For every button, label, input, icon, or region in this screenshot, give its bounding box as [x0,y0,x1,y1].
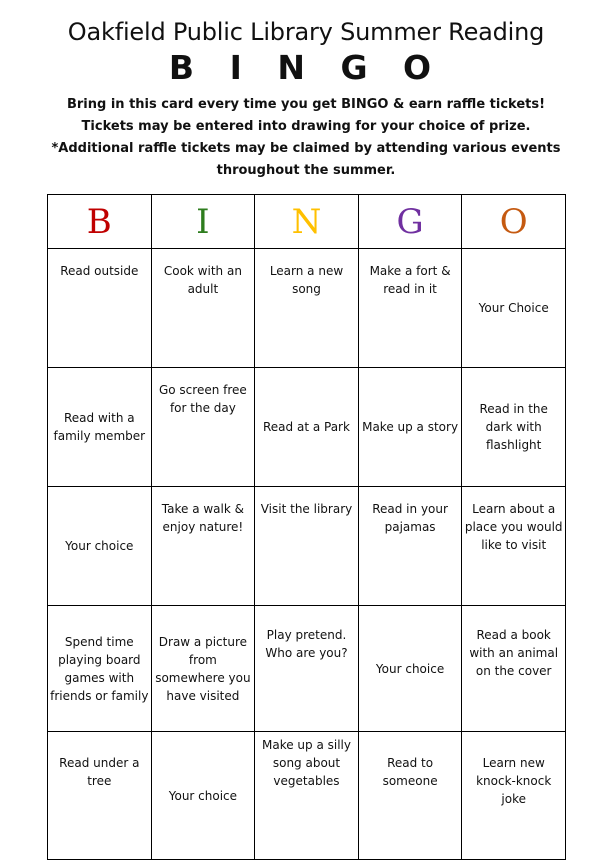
bingo-square: Play pretend. Who are you? [255,606,359,732]
bingo-square: Make up a story [358,368,462,487]
bingo-square: Read with a family member [48,368,152,487]
bingo-square: Read at a Park [255,368,359,487]
column-letter-b: B [48,195,152,249]
bingo-square: Read outside [48,249,152,368]
bingo-row [48,732,566,860]
bingo-row [48,368,566,487]
bingo-row [48,606,566,732]
bingo-square: Visit the library [255,487,359,606]
bingo-square: Your choice [48,487,152,606]
bingo-square: Read to someone [358,732,462,860]
column-letter-o: O [462,195,566,249]
instruction-line: throughout the summer. [216,163,396,178]
instructions [20,94,592,182]
bingo-row [48,249,566,368]
bingo-square: Read in the dark with flashlight [462,368,566,487]
bingo-square: Your choice [358,606,462,732]
bingo-square: Take a walk & enjoy nature! [151,487,255,606]
bingo-square: Read under a tree [48,732,152,860]
bingo-heading: B I N G O [168,48,444,87]
bingo-square: Read a book with an animal on the cover [462,606,566,732]
bingo-square: Your Choice [462,249,566,368]
bingo-square: Go screen free for the day [151,368,255,487]
bingo-square: Spend time playing board games with friends or family [48,606,152,732]
instruction-line: Tickets may be entered into drawing for your choice of prize. [81,119,531,134]
bingo-letters-row [48,195,566,249]
bingo-card [47,194,566,860]
bingo-square: Learn new knock-knock joke [462,732,566,860]
bingo-square: Cook with an adult [151,249,255,368]
column-letter-g: G [358,195,462,249]
bingo-square: Make up a silly song about vegetables [255,732,359,860]
instruction-line: Bring in this card every time you get BINGO & earn raffle tickets! [66,97,546,112]
instruction-line: *Additional raffle tickets may be claimed by attending various events [51,141,561,156]
page-title: Oakfield Public Library Summer Reading [67,18,545,46]
column-letter-i: I [151,195,255,249]
bingo-square: Learn a new song [255,249,359,368]
bingo-square: Make a fort & read in it [358,249,462,368]
bingo-row [48,487,566,606]
column-letter-n: N [255,195,359,249]
bingo-square: Draw a picture from somewhere you have visited [151,606,255,732]
bingo-square: Your choice [151,732,255,860]
bingo-square: Read in your pajamas [358,487,462,606]
bingo-square: Learn about a place you would like to visit [462,487,566,606]
